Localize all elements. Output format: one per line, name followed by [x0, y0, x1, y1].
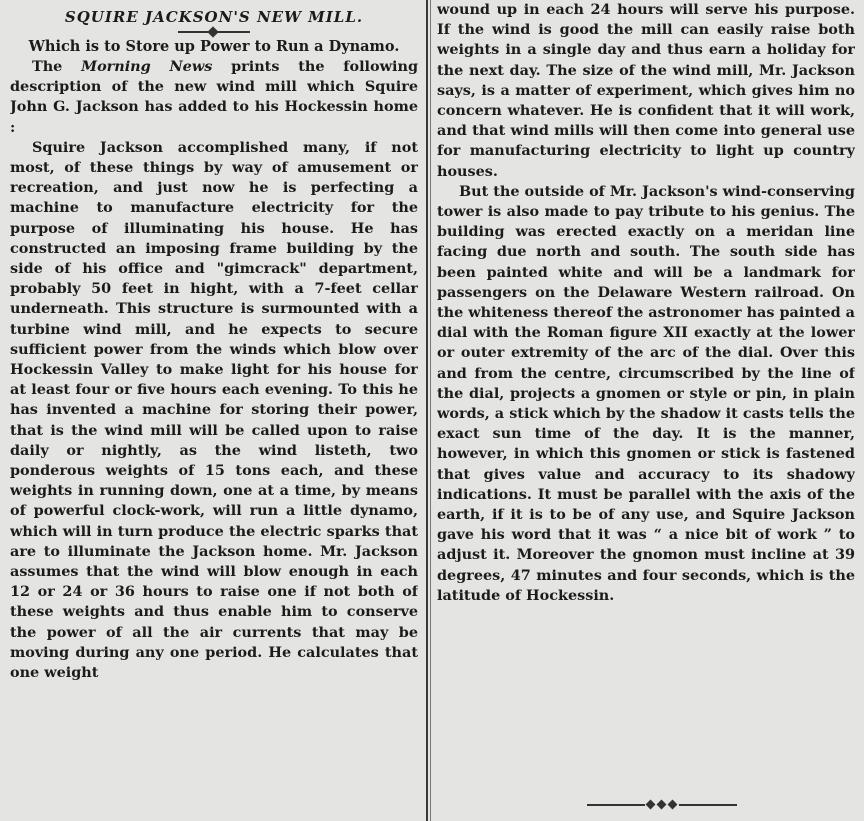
- end-rule-ornament: [587, 800, 737, 810]
- intro-rest: prints the following description of the new wind mill which Squire John G. Jackson has added to his Hockessin home :: [10, 58, 418, 136]
- intro-paragraph: [10, 57, 418, 138]
- continued-paragraph: wound up in each 24 hours will serve his purpose. If the wind is good the mill can easily raise both weights in a single day and thus earn a holiday for the next day. The size of the wind mill, Mr. Jackson says, is a matter of experiment, which gives him no concern whatever. He is confident that it will work, and that wind mills will then come into general use for manufacturing electricity to light up country houses.: [437, 1, 855, 180]
- publication-name: Morning News: [81, 58, 213, 75]
- headline: SQUIRE JACKSON'S NEW MILL.: [64, 8, 364, 26]
- right-column: [437, 0, 855, 821]
- intro-prefix: The: [32, 58, 82, 75]
- column-divider: [426, 0, 428, 821]
- column-divider-thin: [430, 0, 431, 821]
- left-column: [10, 0, 418, 821]
- subheadline: Which is to Store up Power to Run a Dynamo.: [28, 38, 400, 55]
- body-paragraph-left: Squire Jackson accomplished many, if not most, of these things by way of amusement or recreation, and just now he is perfecting a machine to manufacture electricity for the purpose of illuminating his house. He has constructed an imposing frame building by the side of his office and "gimcrack" department, probably 50 feet in hight, with a 7-feet cellar underneath. This structure is surmounted with a turbine wind mill, and he expects to secure sufficient power from the winds which blow over Hockessin Valley to make light for his house for at least four or five hours each evening. To this he has invented a machine for storing their power, that is the wind mill will be called upon to raise daily or nightly, as the wind listeth, two ponderous weights of 15 tons each, and these weights in running down, one at a time, by means of powerful clock-work, will run a little dynamo, which will in turn produce the electric sparks that are to illuminate the Jackson home. Mr. Jackson assumes that the wind will blow enough in each 12 or 24 or 36 hours to raise one if not both of these weights and thus enable him to conserve the power of all the air currents that may be moving during any one period. He calculates that one weight: [10, 138, 418, 682]
- headline-rule-ornament: [178, 31, 250, 33]
- body-paragraph-right: But the outside of Mr. Jackson's wind-conserving tower is also made to pay tribute to his genius. The building was erected exactly on a meridan line facing due north and south. The south side has been painted white and will be a landmark for passengers on the Delaware Western railroad. On the whiteness thereof the astronomer has painted a dial with the Roman figure XII exactly at the lower or outer extremity of the arc of the dial. Over this and from the centre, circumscribed by the line of the dial, projects a gnomen or style or pin, in plain words, a stick which by the shadow it casts tells the exact sun time of the day. It is the manner, however, in which this gnomen or stick is fastened that gives value and accuracy to its shadowy indications. It must be parallel with the axis of the earth, if it is to be of any use, and Squire Jackson gave his word that it was “ a nice bit of work ” to adjust it. Moreover the gnomon must incline at 39 degrees, 47 minutes and four seconds, which is the latitude of Hockessin.: [437, 182, 855, 604]
